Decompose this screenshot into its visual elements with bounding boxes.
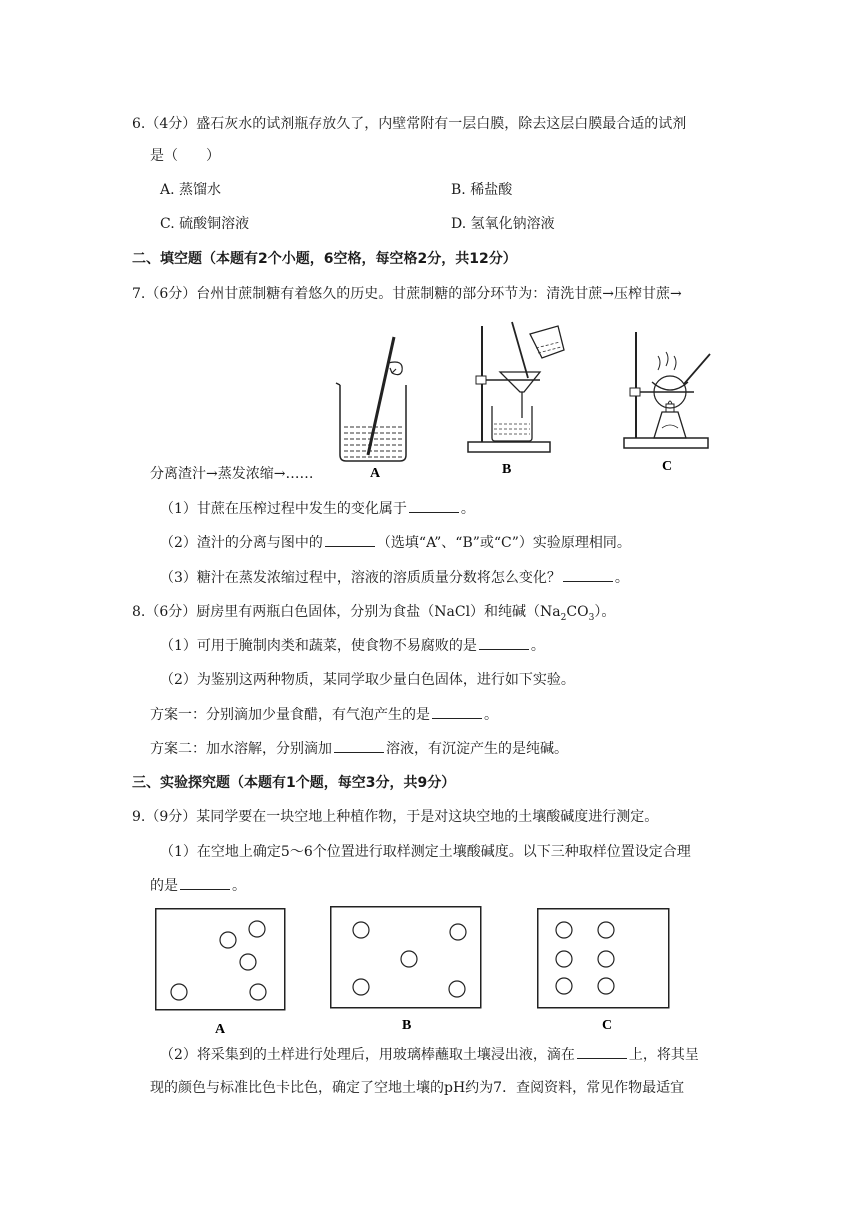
- q8-stem: [132, 602, 615, 628]
- q6-stem: 6.（4分）盛石灰水的试剂瓶存放久了，内壁常附有一层白膜，除去这层白膜最合适的试剂: [132, 116, 687, 132]
- q7-sub3-blank: [563, 568, 613, 582]
- q7-sub2-end: （选填“A”、“B”或“C”）实验原理相同。: [376, 535, 631, 551]
- q9-sub2-blank: [577, 1045, 627, 1059]
- q8-plan2-blank: [334, 739, 384, 753]
- q7-stem: 7.（6分）台州甘蔗制糖有着悠久的历史。甘蔗制糖的部分环节为：清洗甘蔗→压榨甘蔗→: [132, 286, 682, 302]
- q9-fig-label-c: C: [602, 1018, 613, 1033]
- q8-plan2-text: 方案二：加水溶解，分别滴加: [150, 741, 332, 757]
- q7-stem-cont: 分离渣汁→蒸发浓缩→……: [150, 466, 314, 482]
- q8-stem-co: CO: [566, 604, 589, 620]
- q7-fig-label-b: B: [502, 462, 512, 477]
- q7-sub1-text: （1）甘蔗在压榨过程中发生的变化属于: [160, 501, 407, 517]
- q9-sampling-figure-b: [330, 906, 482, 1010]
- q9-sub1-blank: [180, 876, 230, 890]
- q8-plan1-blank: [432, 705, 482, 719]
- section3-heading: 三、实验探究题（本题有1个题，每空3分，共9分）: [132, 775, 456, 791]
- q8-sub1-text: （1）可用于腌制肉类和蔬菜，使食物不易腐败的是: [160, 638, 477, 654]
- q9-sub1-cont: [150, 876, 246, 896]
- q8-plan1-text: 方案一：分别滴加少量食醋，有气泡产生的是: [150, 707, 430, 723]
- q6-option-d: D. 氢氧化钠溶液: [451, 216, 555, 232]
- q7-figure-a-beaker: [330, 355, 420, 465]
- q7-figure-a-label: [368, 462, 388, 482]
- q7-sub3-text: （3）糖汁在蒸发浓缩过程中，溶液的溶质质量分数将怎么变化？: [160, 570, 561, 586]
- q7-sub2-blank: [325, 533, 375, 547]
- q7-figure-b-label: [500, 458, 520, 478]
- q9-sub1-cont-end: 。: [232, 878, 246, 894]
- q6-stem-cont: 是（ ）: [150, 148, 220, 164]
- q9-sampling-label-b: [400, 1014, 420, 1034]
- q7-sub2: [160, 533, 631, 553]
- q9-sub2-text: （2）将采集到的土样进行处理后，用玻璃棒蘸取土壤浸出液，滴在: [160, 1047, 575, 1063]
- q7-sub2-text: （2）渣汁的分离与图中的: [160, 535, 323, 551]
- q9-fig-label-b: B: [402, 1018, 412, 1033]
- q9-sub2-cont: 现的颜色与标准比色卡比色，确定了空地土壤的pH约为7．查阅资料，常见作物最适宜: [150, 1080, 685, 1096]
- q7-figure-c-evaporation: [618, 328, 728, 458]
- q7-figure-b-filtration: [462, 320, 572, 460]
- q9-sampling-figure-a: [155, 908, 287, 1012]
- q7-sub3: [160, 568, 629, 588]
- q7-sub1: [160, 499, 475, 519]
- q8-plan1-end: 。: [484, 707, 498, 723]
- q8-subscript-2: 2: [560, 612, 567, 623]
- q7-sub1-blank: [409, 499, 459, 513]
- section2-heading: 二、填空题（本题有2个小题，6空格，每空格2分，共12分）: [132, 251, 517, 267]
- q7-fig-label-a: A: [370, 466, 381, 481]
- q6-option-c: C. 硫酸铜溶液: [160, 216, 250, 232]
- q8-plan2-end: 溶液，有沉淀产生的是纯碱。: [386, 741, 568, 757]
- q9-stem: 9.（9分）某同学要在一块空地上种植作物，于是对这块空地的土壤酸碱度进行测定。: [132, 809, 659, 825]
- q9-sub1-cont-text: 的是: [150, 878, 178, 894]
- q7-figure-c-label: [660, 455, 680, 475]
- q9-sub2: [160, 1045, 699, 1065]
- q8-stem-end: ）。: [594, 604, 616, 620]
- q6-option-a: A. 蒸馏水: [160, 182, 222, 198]
- q8-sub1-end: 。: [530, 638, 545, 654]
- q8-subscript-3: 3: [588, 612, 595, 623]
- q9-sub1: （1）在空地上确定5～6个位置进行取样测定土壤酸碱度。以下三种取样位置设定合理: [160, 844, 691, 860]
- q8-plan1: [150, 705, 498, 725]
- q8-stem-text: 8.（6分）厨房里有两瓶白色固体，分别为食盐（NaCl）和纯碱（Na: [132, 604, 561, 620]
- q8-sub1-blank: [479, 636, 529, 650]
- q9-sub2-end: 上，将其呈: [628, 1047, 699, 1063]
- q8-sub1: [160, 636, 545, 656]
- q7-sub1-end: 。: [460, 501, 475, 517]
- q7-sub3-end: 。: [614, 570, 629, 586]
- q9-fig-label-a: A: [215, 1022, 226, 1037]
- q8-sub2: （2）为鉴别这两种物质，某同学取少量白色固体，进行如下实验。: [160, 672, 575, 688]
- q7-fig-label-c: C: [662, 459, 673, 474]
- q9-sampling-label-a: [213, 1018, 233, 1038]
- q9-sampling-figure-c: [537, 908, 671, 1010]
- q9-sampling-label-c: [600, 1014, 620, 1034]
- q8-plan2: [150, 739, 568, 759]
- q6-option-b: B. 稀盐酸: [451, 182, 513, 198]
